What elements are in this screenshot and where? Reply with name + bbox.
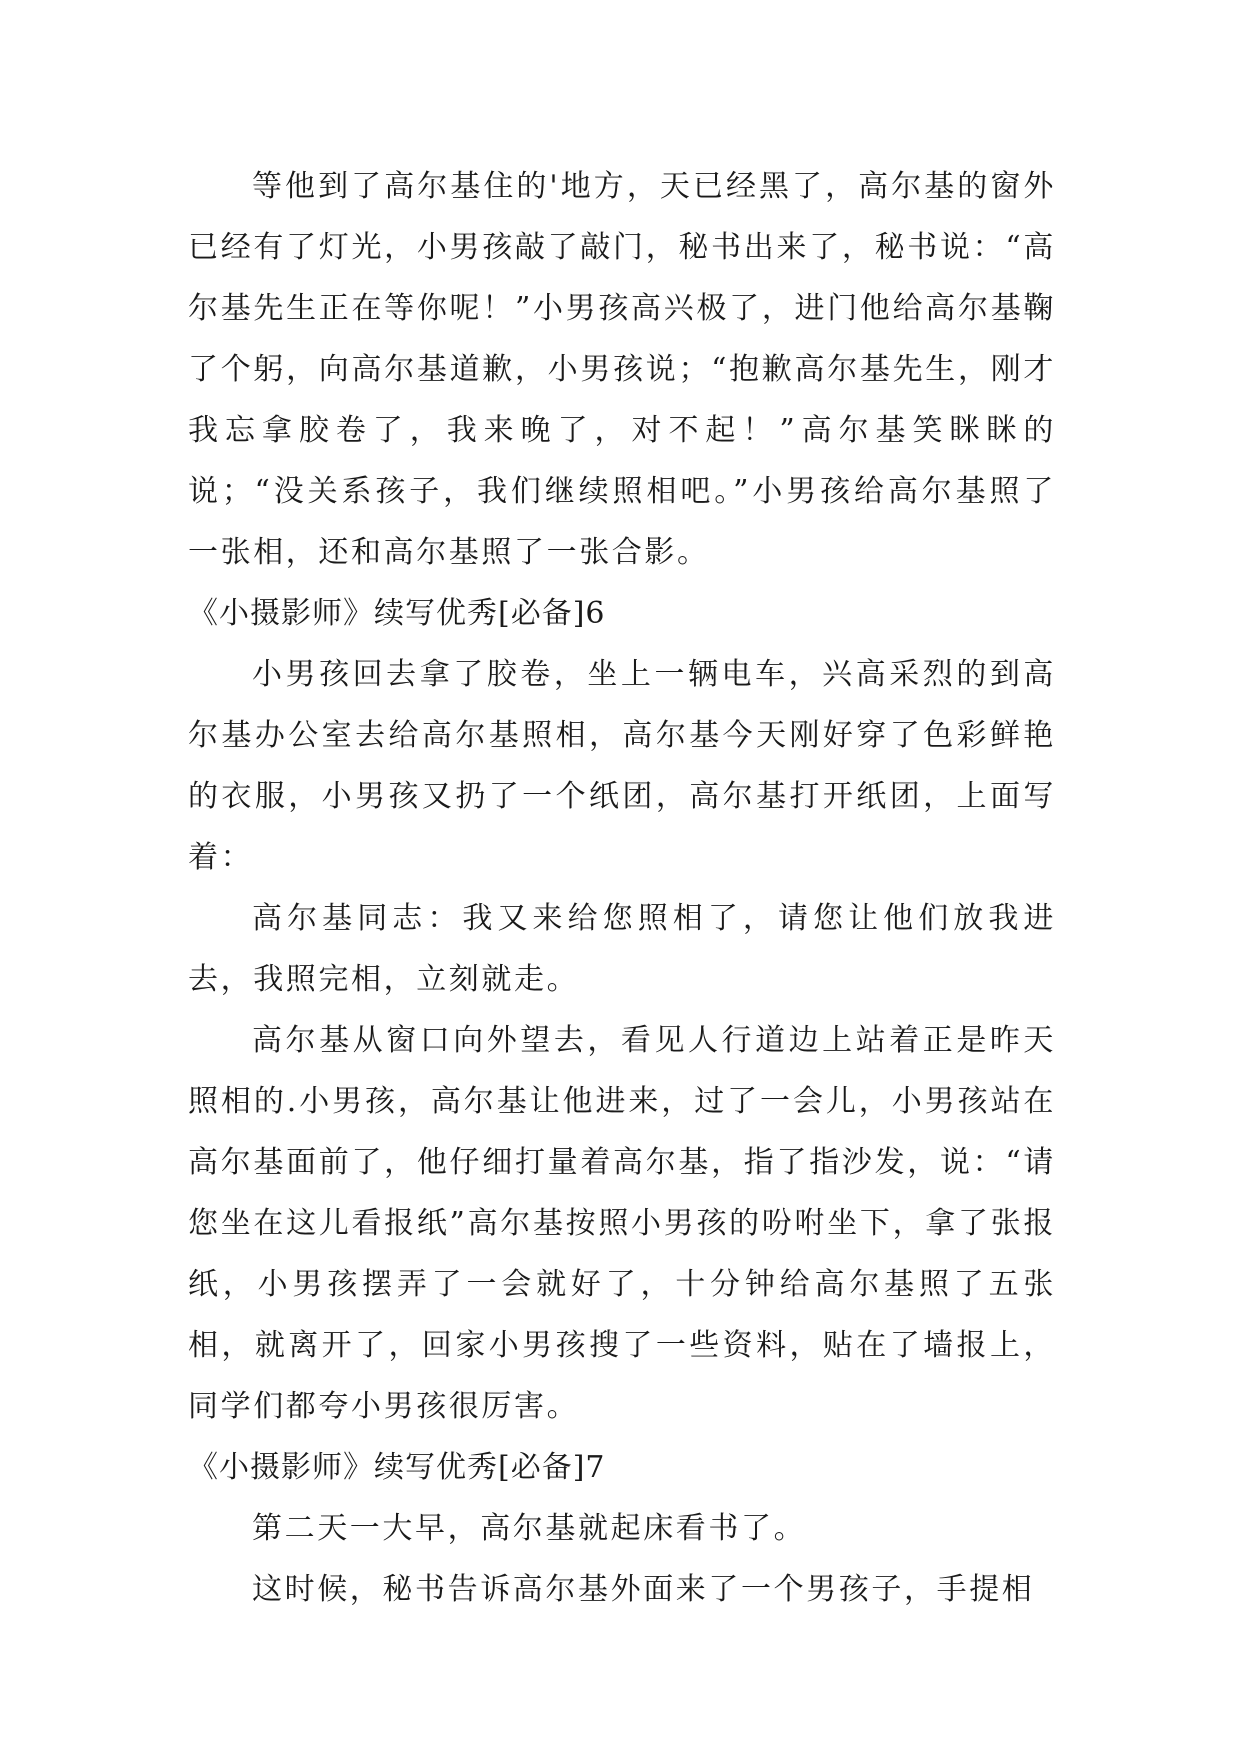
body-paragraph: 高尔基从窗口向外望去，看见人行道边上站着正是昨天照相的.小男孩，高尔基让他进来，过了一会儿，小男孩站在高尔基面前了，他仔细打量着高尔基，指了指沙发，说：“请您坐在这儿看报纸”高尔基按照小男孩的吩咐坐下，拿了张报纸，小男孩摆弄了一会就好了，十分钟给高尔基照了五张相，就离开了，回家小男孩搜了一些资料，贴在了墙报上，同学们都夸小男孩很厉害。 (188, 1023, 1056, 1424)
document-page (188, 156, 1056, 1620)
body-paragraph: 这时候，秘书告诉高尔基外面来了一个男孩子，手提相 (252, 1572, 1035, 1607)
section-heading: 《小摄影师》续写优秀[必备]6 (188, 596, 606, 631)
body-paragraph: 等他到了高尔基住的'地方，天已经黑了，高尔基的窗外已经有了灯光，小男孩敲了敲门，秘书出来了，秘书说：“高尔基先生正在等你呢！”小男孩高兴极了，进门他给高尔基鞠了个躬，向高尔基道歉，小男孩说；“抱歉高尔基先生，刚才我忘拿胶卷了，我来晚了，对不起！”高尔基笑眯眯的说；“没关系孩子，我们继续照相吧。”小男孩给高尔基照了一张相，还和高尔基照了一张合影。 (188, 169, 1056, 570)
body-paragraph: 小男孩回去拿了胶卷，坐上一辆电车，兴高采烈的到高尔基办公室去给高尔基照相，高尔基今天刚好穿了色彩鲜艳的衣服，小男孩又扔了一个纸团，高尔基打开纸团，上面写着： (188, 657, 1056, 875)
body-paragraph: 高尔基同志：我又来给您照相了，请您让他们放我进去，我照完相，立刻就走。 (188, 901, 1056, 997)
body-paragraph: 第二天一大早，高尔基就起床看书了。 (252, 1511, 807, 1546)
section-heading: 《小摄影师》续写优秀[必备]7 (188, 1450, 606, 1485)
